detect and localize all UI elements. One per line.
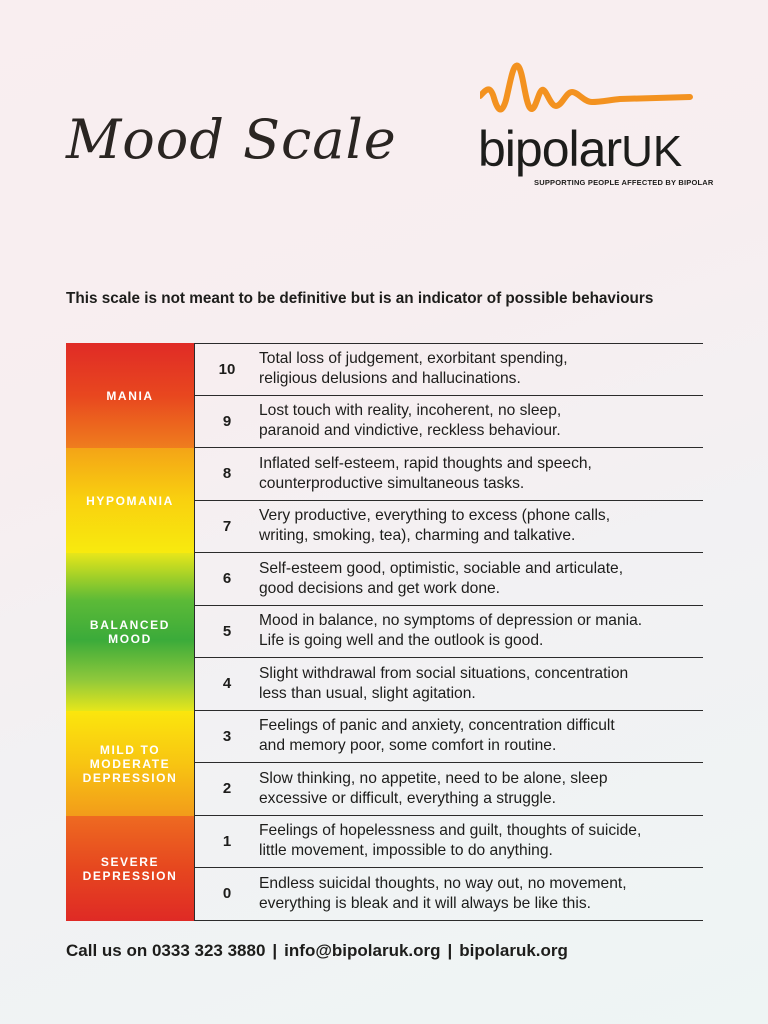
row-description [259,763,703,815]
row-level: 5 [222,622,232,640]
row-level: 10 [218,360,236,378]
band-label: SEVERE DEPRESSION [82,854,178,883]
row-description-line2: writing, smoking, tea), charming and talkative. [259,527,576,545]
band-label: MANIA [106,388,154,403]
row-description-line1: Mood in balance, no symptoms of depression or mania. [259,612,643,630]
scale-row [194,396,703,449]
row-description-line2: excessive or difficult, everything a struggle. [259,789,557,807]
row-description-line2: religious delusions and hallucinations. [259,370,521,388]
row-level: 2 [222,780,232,798]
logo-word: bipolar [478,121,622,177]
row-description-line2: everything is bleak and it will always be like this. [259,894,591,912]
band-label: HYPOMANIA [86,493,174,508]
band-mania [66,343,194,448]
row-description [259,606,703,658]
row-description-line1: Slow thinking, no appetite, need to be alone, sleep [259,769,608,787]
row-description [259,396,703,448]
band-label: BALANCED MOOD [89,618,171,646]
logo-tagline: SUPPORTING PEOPLE AFFECTED BY BIPOLAR [534,178,714,187]
footer-phone[interactable]: Call us on 0333 323 3880 [66,941,266,960]
scale-row [194,448,703,501]
band-mild-to-moderate-depression [66,711,194,816]
row-level: 3 [222,727,232,745]
scale-row [194,343,703,396]
row-description [259,448,703,500]
scale-row [194,763,703,816]
footer-separator: | [272,941,278,960]
row-description-line1: Lost touch with reality, incoherent, no sleep, [259,402,562,420]
row-description [259,344,703,395]
band-severe-depression [66,816,194,921]
row-description-line1: Very productive, everything to excess (phone calls, [259,507,611,525]
row-description-line2: less than usual, slight agitation. [259,684,476,702]
scale-row [194,816,703,869]
row-level: 9 [222,412,232,430]
row-description [259,816,703,868]
page-title: Mood Scale [66,108,397,171]
row-description-line2: and memory poor, some comfort in routine. [259,737,557,755]
footer-email[interactable]: info@bipolaruk.org [284,941,441,960]
row-description-line2: little movement, impossible to do anything. [259,842,553,860]
bipolar-uk-logo [474,58,714,198]
scale-row [194,868,703,921]
scale-row [194,658,703,711]
row-level: 1 [222,832,232,850]
row-description [259,553,703,605]
row-description [259,868,703,920]
row-description-line1: Total loss of judgement, exorbitant spending, [259,350,568,368]
row-description-line1: Self-esteem good, optimistic, sociable and articulate, [259,559,624,577]
logo-wordmark [478,121,683,177]
scale-row [194,606,703,659]
scale-row [194,711,703,764]
row-description-line2: counterproductive simultaneous tasks. [259,474,525,492]
wave-logo-icon [480,62,702,122]
row-description [259,711,703,763]
scale-row [194,553,703,606]
contact-footer [66,941,716,961]
row-level: 6 [222,570,232,588]
scale-disclaimer: This scale is not meant to be definitive but is an indicator of possible behaviours [66,290,654,307]
band-hypomania [66,448,194,553]
row-level: 4 [222,675,232,693]
row-description-line1: Feelings of panic and anxiety, concentration difficult [259,717,615,735]
row-level: 0 [222,885,232,903]
row-level: 7 [222,517,232,535]
row-description-line1: Slight withdrawal from social situations, concentration [259,664,629,682]
row-description-line1: Feelings of hopelessness and guilt, thoughts of suicide, [259,822,642,840]
footer-separator: | [447,941,453,960]
band-label: MILD TO MODERATE DEPRESSION [82,742,178,785]
footer-website[interactable]: bipolaruk.org [459,941,568,960]
logo-suffix: UK [621,127,683,176]
row-description-line1: Endless suicidal thoughts, no way out, no movement, [259,874,627,892]
row-description-line2: Life is going well and the outlook is good. [259,632,544,650]
row-description-line2: good decisions and get work done. [259,579,501,597]
scale-row [194,501,703,554]
row-description-line2: paranoid and vindictive, reckless behaviour. [259,422,561,440]
row-level: 8 [222,465,232,483]
row-description-line1: Inflated self-esteem, rapid thoughts and speech, [259,454,592,472]
band-balanced-mood [66,553,194,711]
row-description [259,501,703,553]
row-description [259,658,703,710]
